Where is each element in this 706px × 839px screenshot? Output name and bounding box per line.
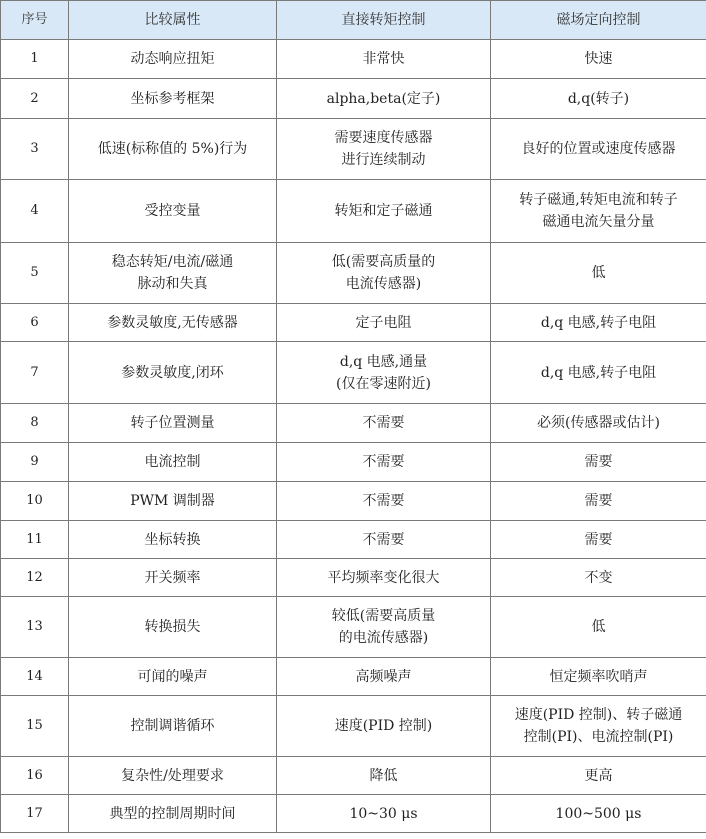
row-foc: 需要 (491, 482, 706, 521)
row-index: 14 (1, 658, 69, 696)
row-foc: 低 (491, 597, 706, 658)
row-foc: 快速 (491, 40, 706, 79)
row-index: 1 (1, 40, 69, 79)
row-property: 典型的控制周期时间 (69, 795, 277, 833)
row-property: 复杂性/处理要求 (69, 757, 277, 795)
row-property: 稳态转矩/电流/磁通 脉动和失真 (69, 243, 277, 304)
header-row (1, 1, 706, 40)
row-dtc: 速度(PID 控制) (277, 696, 491, 757)
row-index: 3 (1, 119, 69, 180)
row-foc: 需要 (491, 521, 706, 559)
table-row (1, 597, 706, 658)
row-foc: 速度(PID 控制)、转子磁通 控制(PI)、电流控制(PI) (491, 696, 706, 757)
row-dtc: 低(需要高质量的 电流传感器) (277, 243, 491, 304)
row-index: 4 (1, 180, 69, 243)
row-property: 动态响应扭矩 (69, 40, 277, 79)
row-foc: d,q(转子) (491, 79, 706, 119)
row-index: 15 (1, 696, 69, 757)
row-foc: 转子磁通,转矩电流和转子 磁通电流矢量分量 (491, 180, 706, 243)
row-dtc: 需要速度传感器 进行连续制动 (277, 119, 491, 180)
table-row (1, 795, 706, 833)
table-row (1, 40, 706, 79)
row-index: 16 (1, 757, 69, 795)
table-row (1, 404, 706, 443)
row-property: 参数灵敏度,无传感器 (69, 304, 277, 342)
row-dtc: 10~30 μs (277, 795, 491, 833)
row-index: 2 (1, 79, 69, 119)
row-foc: d,q 电感,转子电阻 (491, 342, 706, 404)
table-row (1, 559, 706, 597)
row-index: 6 (1, 304, 69, 342)
row-index: 13 (1, 597, 69, 658)
row-foc: 必须(传感器或估计) (491, 404, 706, 443)
row-property: 参数灵敏度,闭环 (69, 342, 277, 404)
row-dtc: 不需要 (277, 482, 491, 521)
row-foc: 需要 (491, 443, 706, 482)
row-foc: 100~500 μs (491, 795, 706, 833)
row-dtc: 不需要 (277, 404, 491, 443)
row-index: 5 (1, 243, 69, 304)
row-property: 坐标参考框架 (69, 79, 277, 119)
table-row (1, 521, 706, 559)
row-index: 17 (1, 795, 69, 833)
row-foc: 良好的位置或速度传感器 (491, 119, 706, 180)
header-index: 序号 (1, 1, 69, 40)
row-foc: d,q 电感,转子电阻 (491, 304, 706, 342)
row-dtc: 非常快 (277, 40, 491, 79)
table-row (1, 304, 706, 342)
table-row (1, 243, 706, 304)
row-dtc: 定子电阻 (277, 304, 491, 342)
row-property: 控制调谐循环 (69, 696, 277, 757)
row-property: 转换损失 (69, 597, 277, 658)
table-row (1, 119, 706, 180)
header-property: 比较属性 (69, 1, 277, 40)
row-index: 7 (1, 342, 69, 404)
row-dtc: 较低(需要高质量 的电流传感器) (277, 597, 491, 658)
header-dtc: 直接转矩控制 (277, 1, 491, 40)
row-dtc: alpha,beta(定子) (277, 79, 491, 119)
row-property: 电流控制 (69, 443, 277, 482)
row-foc: 更高 (491, 757, 706, 795)
row-property: 受控变量 (69, 180, 277, 243)
table-row (1, 342, 706, 404)
row-property: 低速(标称值的 5%)行为 (69, 119, 277, 180)
table-row (1, 696, 706, 757)
row-foc: 低 (491, 243, 706, 304)
table-row (1, 757, 706, 795)
row-dtc: 转矩和定子磁通 (277, 180, 491, 243)
row-property: 开关频率 (69, 559, 277, 597)
row-dtc: 不需要 (277, 443, 491, 482)
row-index: 10 (1, 482, 69, 521)
row-index: 9 (1, 443, 69, 482)
header-foc: 磁场定向控制 (491, 1, 706, 40)
row-index: 11 (1, 521, 69, 559)
table-row (1, 180, 706, 243)
table-row (1, 443, 706, 482)
row-dtc: 高频噪声 (277, 658, 491, 696)
table-row (1, 482, 706, 521)
row-index: 12 (1, 559, 69, 597)
row-index: 8 (1, 404, 69, 443)
row-foc: 恒定频率吹哨声 (491, 658, 706, 696)
row-dtc: 平均频率变化很大 (277, 559, 491, 597)
row-property: PWM 调制器 (69, 482, 277, 521)
row-foc: 不变 (491, 559, 706, 597)
row-dtc: 不需要 (277, 521, 491, 559)
table-row (1, 79, 706, 119)
table-row (1, 658, 706, 696)
row-dtc: d,q 电感,通量 (仅在零速附近) (277, 342, 491, 404)
row-property: 可闻的噪声 (69, 658, 277, 696)
row-dtc: 降低 (277, 757, 491, 795)
row-property: 转子位置测量 (69, 404, 277, 443)
row-property: 坐标转换 (69, 521, 277, 559)
